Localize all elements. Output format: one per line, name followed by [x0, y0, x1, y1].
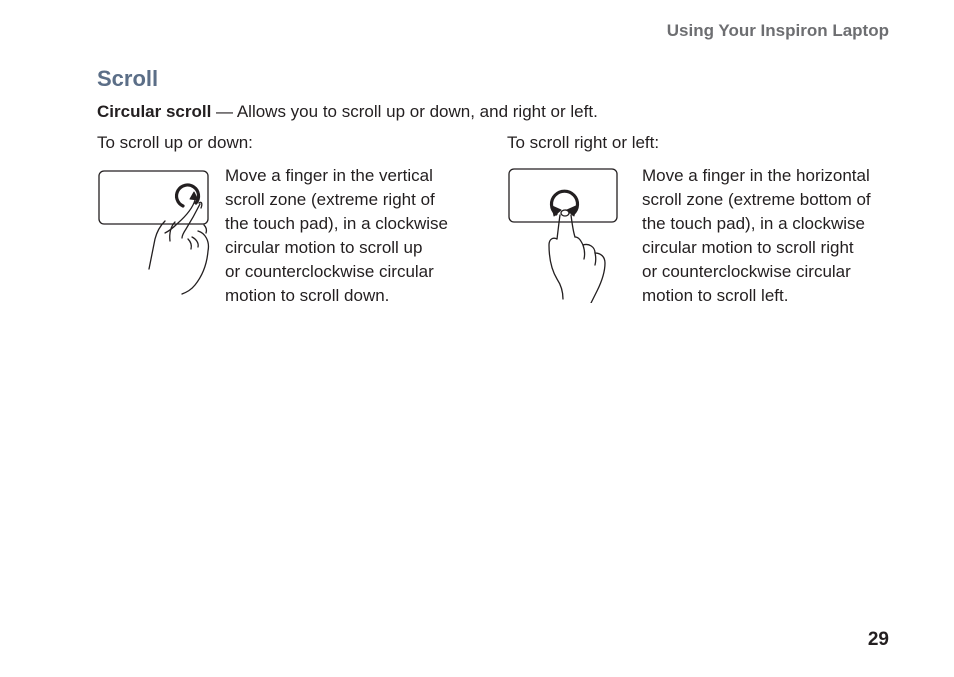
running-header: Using Your Inspiron Laptop — [666, 21, 889, 40]
horizontal-scroll-heading: To scroll right or left: — [507, 133, 660, 152]
vertical-description-line: Move a finger in the vertical — [225, 166, 433, 185]
section-title: Scroll — [97, 66, 159, 91]
horizontal-description-line: motion to scroll left. — [642, 286, 789, 305]
horizontal-description-line: or counterclockwise circular — [642, 262, 851, 281]
vertical-description-line: scroll zone (extreme right of — [225, 190, 435, 209]
intro-term: Circular scroll — [97, 102, 212, 121]
vertical-scroll-heading: To scroll up or down: — [97, 133, 253, 152]
vertical-description-line: the touch pad), in a clockwise — [225, 214, 449, 233]
touchpad-horizontal-circular-scroll-icon — [505, 165, 623, 308]
horizontal-description-line: scroll zone (extreme bottom of — [642, 190, 871, 209]
vertical-description-line: motion to scroll down. — [225, 286, 390, 305]
touchpad-vertical-circular-scroll-icon — [95, 165, 217, 302]
vertical-description-line: or counterclockwise circular — [225, 262, 434, 281]
horizontal-scroll-description — [642, 164, 902, 308]
horizontal-description-line: the touch pad), in a clockwise — [642, 214, 866, 233]
intro-text: — Allows you to scroll up or down, and right or left. — [211, 102, 598, 121]
intro-paragraph — [97, 102, 598, 122]
vertical-description-line: circular motion to scroll up — [225, 238, 423, 257]
horizontal-description-line: circular motion to scroll right — [642, 238, 854, 257]
vertical-scroll-description — [225, 164, 475, 308]
horizontal-description-line: Move a finger in the horizontal — [642, 166, 870, 185]
page-number: 29 — [867, 629, 889, 650]
